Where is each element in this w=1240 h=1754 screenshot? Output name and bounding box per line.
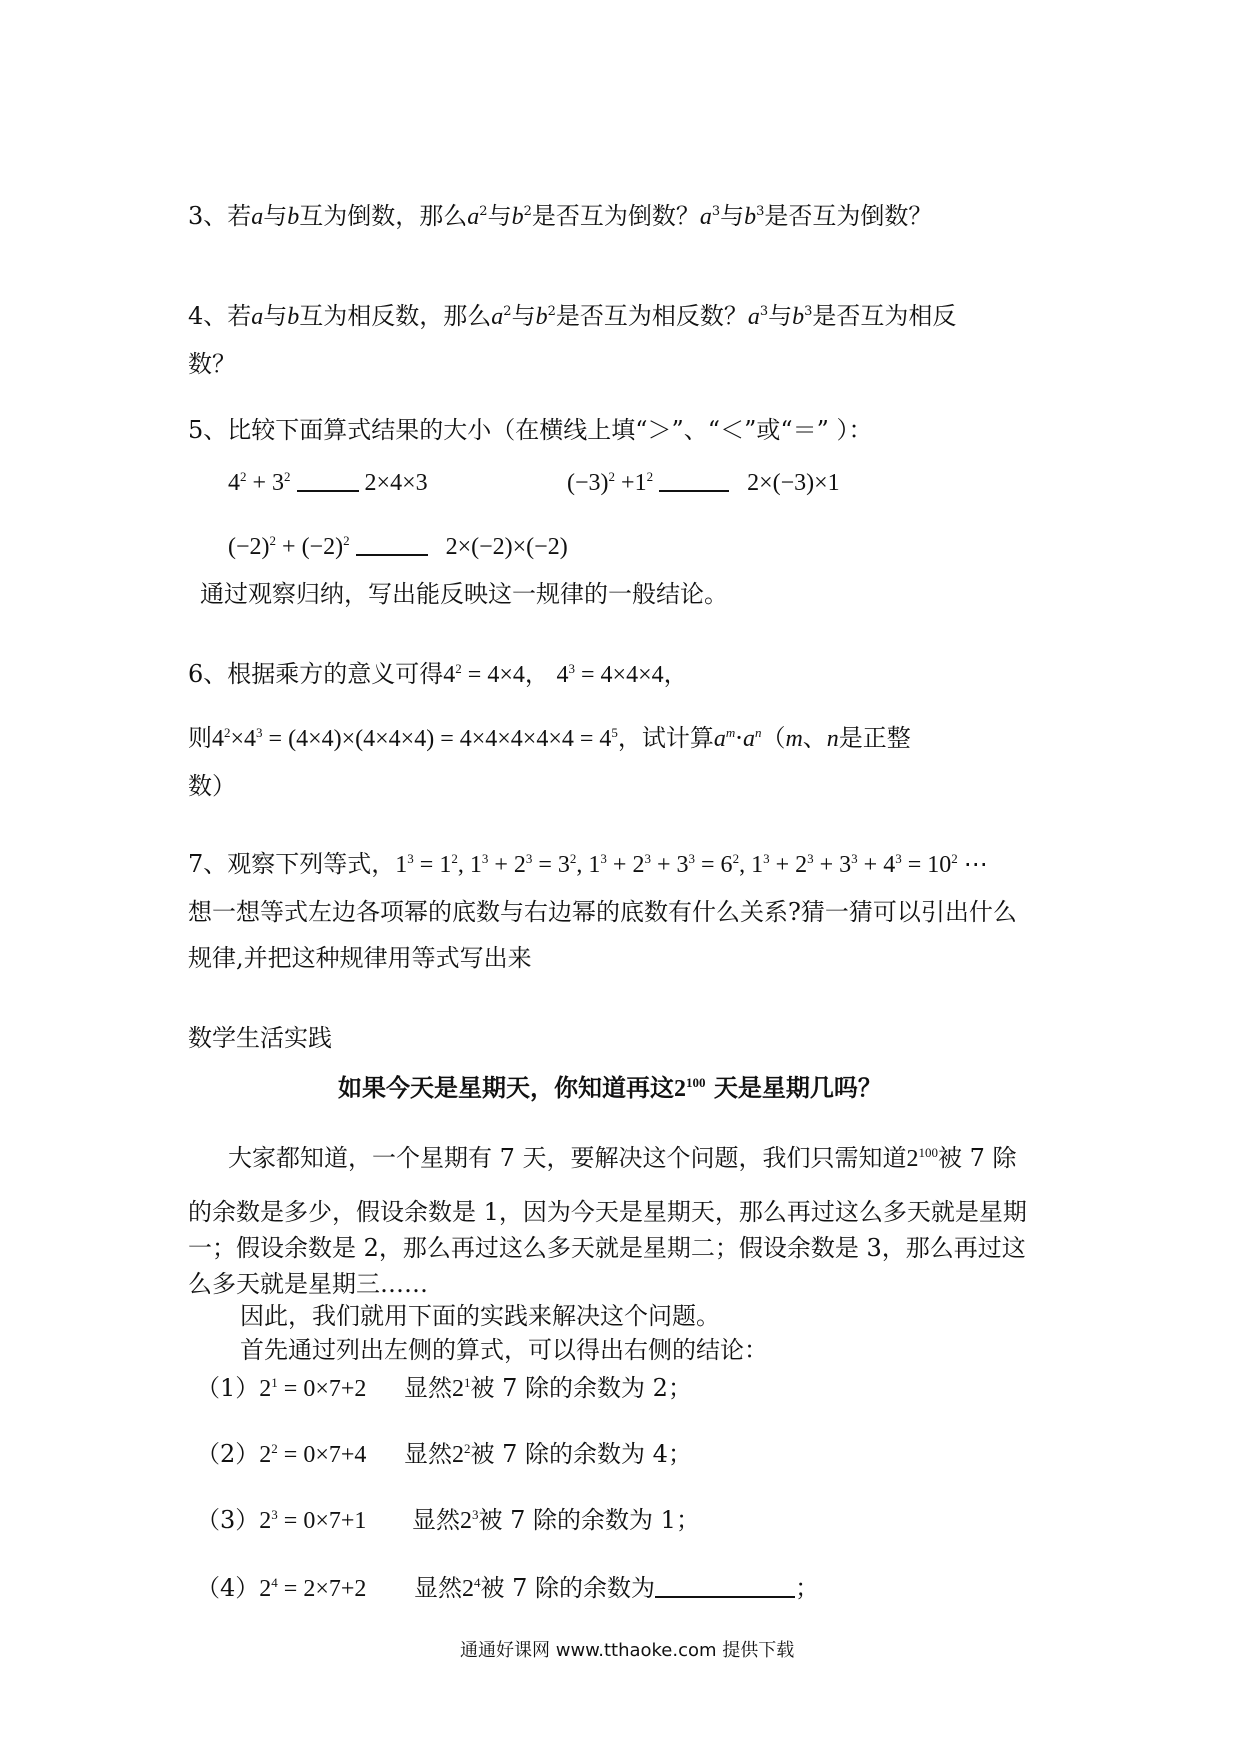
- question-4-cont: 数？: [188, 350, 236, 378]
- question-6: 6、根据乘方的意义可得$4^2 = 4\times 4$， $4^3 = 4\times 4\times 4$，: [188, 660, 688, 688]
- q5-conclusion: 通过观察归纳，写出能反映这一规律的一般结论。: [200, 580, 728, 608]
- answer-blank[interactable]: [659, 468, 729, 492]
- para-4: 么多天就是星期三……: [188, 1270, 428, 1298]
- question-3: 3、若a与b互为倒数，那么$a^2$与$b^2$是否互为倒数？$a^3$与$b^3$是否互为倒数？: [188, 202, 933, 230]
- para-1: 大家都知道，一个星期有 7 天，要解决这个问题，我们只需知道$2^{100}$被 7 除: [228, 1144, 1017, 1172]
- para-5: 因此，我们就用下面的实践来解决这个问题。: [240, 1302, 720, 1330]
- para-6: 首先通过列出左侧的算式，可以得出右侧的结论：: [240, 1336, 768, 1364]
- answer-blank[interactable]: [655, 1574, 795, 1598]
- compare-3: $(-2)^2 + (-2)^2$ 2×(−2)×(−2): [228, 533, 568, 560]
- practice-title: 如果今天是星期天，你知道再这$2^{100}$ 天是星期几吗？: [338, 1073, 882, 1102]
- compare-1: $4^2 + 3^2$ 2×4×3: [228, 469, 428, 496]
- step-1: $(1)2^1 = 0\times 7+2$ 显然$2^1$被 7 除的余数为 2；: [196, 1374, 692, 1402]
- step-3: $(3)2^3 = 0\times 7+1$ 显然$2^3$被 7 除的余数为 1；: [196, 1506, 700, 1534]
- para-2: 的余数是多少，假设余数是 1，因为今天是星期天，那么再过这么多天就是星期: [188, 1198, 1027, 1226]
- para-3: 一；假设余数是 2，那么再过这么多天就是星期二；假设余数是 3，那么再过这: [188, 1234, 1026, 1262]
- answer-blank[interactable]: [356, 532, 428, 556]
- question-6-line2: 则$4^2\times 4^3 = (4\times 4)\times(4\times 4\times 4) = 4\times 4\times 4\times 4\times 4 = 4^5$，试计算$a^m\cdot a^n(m$、n是正整: [188, 724, 911, 752]
- compare-2: $(-3)^2 +1^2$ 2×(−3)×1: [567, 469, 840, 496]
- question-7-line2: 想一想等式左边各项幂的底数与右边幂的底数有什么关系?猜一猜可以引出什么: [188, 898, 1017, 926]
- question-7: 7、观察下列等式，$1^3 = 1^2$, $1^3 + 2^3 = 3^2$, $1^3 + 2^3 + 3^3 = 6^2$, $1^3 + 2^3 + 3^3 + 4^3 = 10^2$ ⋯: [188, 850, 988, 878]
- step-4: $(4)2^4 = 2\times 7+2$ 显然$2^4$被 7 除的余数为 ；: [196, 1574, 820, 1602]
- step-2: $(2)2^2 = 0\times 7+4$ 显然$2^2$被 7 除的余数为 4；: [196, 1440, 692, 1468]
- answer-blank[interactable]: [297, 468, 359, 492]
- section-heading: 数学生活实践: [188, 1024, 332, 1052]
- question-7-line3: 规律,并把这种规律用等式写出来: [188, 944, 532, 972]
- question-4: 4、若a与b互为相反数，那么$a^2$与$b^2$是否互为相反数？$a^3$与$b^3$是否互为相反: [188, 302, 957, 330]
- question-6-cont: 数）: [188, 772, 236, 800]
- question-5: 5、比较下面算式结果的大小（在横线上填“＞”、“＜”或“＝” ）：: [188, 416, 873, 444]
- footer-text: 通通好课网 www.tthaoke.com 提供下载: [460, 1640, 795, 1661]
